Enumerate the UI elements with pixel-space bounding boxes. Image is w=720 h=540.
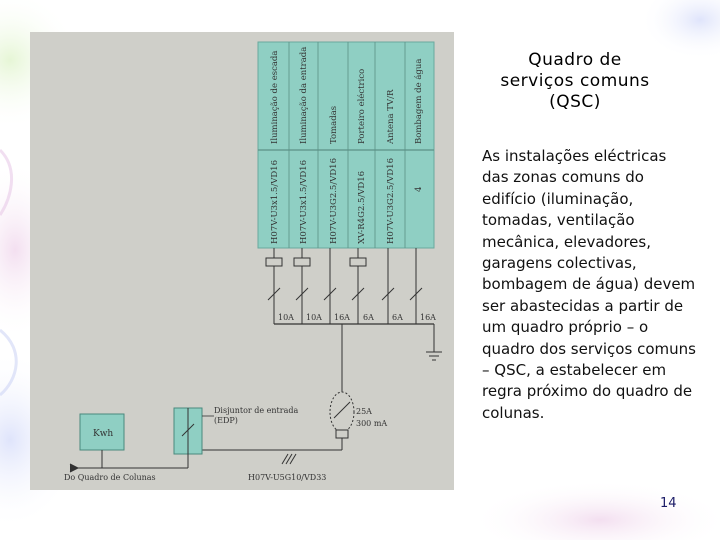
cable-label-6: 4 [414,186,424,192]
cable-label-3: H07V-U3G2.5/VD16 [329,158,339,244]
breaker-rating-1: 10A [278,313,294,322]
rcd-sensitivity: 300 mA [356,419,388,428]
slide-title [470,50,680,113]
slide-body-text: As instalações eléctricas das zonas comuns do edifício (iluminação, tomadas, ventilação mecânica, elevadores, garagens colectivas, bombagem de água) devem ser abastecidas a partir de um quadro próprio – o quadro dos serviços comuns – QSC, a estabelecer em regra próximo do quadro de colunas. [482,147,696,422]
slide-title-line-3: (QSC) [549,92,601,112]
breaker-rating-6: 16A [420,313,436,322]
circuit-name-1: Iluminação de escada [270,50,280,144]
breaker-rating-5: 6A [392,313,403,322]
cable-label-2: H07V-U3x1.5/VD16 [299,160,309,244]
breaker-rating-3: 16A [334,313,350,322]
wiring-diagram-photo [30,32,454,490]
supply-label: Do Quadro de Colunas [64,473,156,482]
cable-label-4: XV-R4G2.5/VD16 [357,170,367,244]
slide-title-line-2: serviços comuns [500,71,650,91]
supply-cable: H07V-U5G10/VD33 [248,473,327,482]
circuit-name-5: Antena TV/R [386,89,396,144]
slide-title-line-1: Quadro de [528,50,622,70]
rcd-rating: 25A [356,407,372,416]
cable-label-1: H07V-U3x1.5/VD16 [270,160,280,244]
meter-label: Kwh [93,429,114,439]
breaker-rating-2: 10A [306,313,322,322]
circuit-name-3: Tomadas [329,105,339,144]
circuit-name-2: Iluminação da entrada [299,46,309,144]
cable-label-5: H07V-U3G2.5/VD16 [386,158,396,244]
page-number: 14 [660,496,677,511]
circuit-name-4: Porteiro eléctrico [357,68,367,144]
main-switch-abbr: (EDP) [214,416,238,425]
main-switch-label: Disjuntor de entrada [214,406,299,415]
circuit-name-6: Bombagem de água [414,58,424,144]
breaker-rating-4: 6A [363,313,374,322]
panel-background [258,42,434,248]
